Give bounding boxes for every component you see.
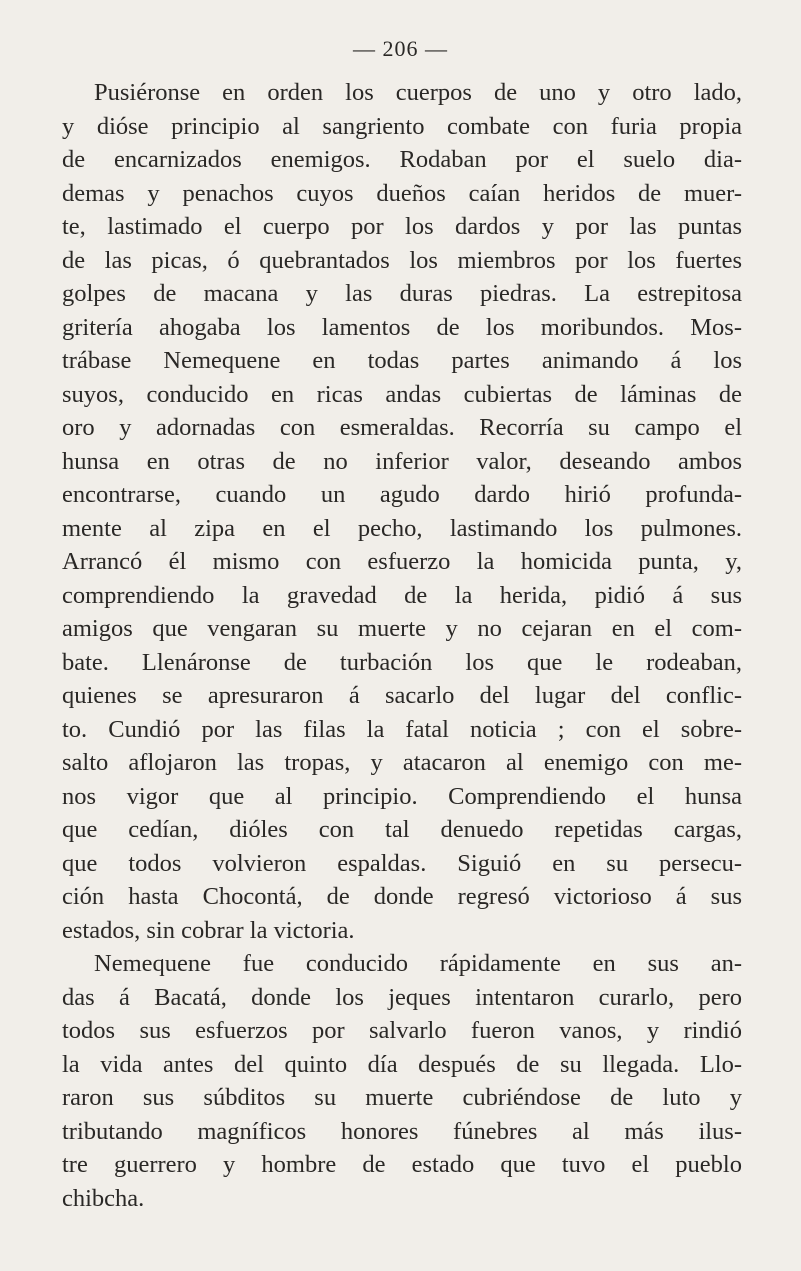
text-line: das á Bacatá, donde los jeques intentaron curarlo, pero <box>62 983 742 1011</box>
text-line: suyos, conducido en ricas andas cubiertas de láminas de <box>62 380 742 408</box>
text-line: que todos volvieron espaldas. Siguió en su persecu- <box>62 849 742 877</box>
text-line: to. Cundió por las filas la fatal noticia ; con el sobre- <box>62 715 742 743</box>
text-line: la vida antes del quinto día después de su llegada. Llo- <box>62 1050 742 1078</box>
page-number: — 206 — <box>353 36 448 61</box>
text-line: bate. Llenáronse de turbación los que le rodeaban, <box>62 648 742 676</box>
text-line: raron sus súbditos su muerte cubriéndose de luto y <box>62 1084 742 1111</box>
text-line: Pusiéronse en orden los cuerpos de uno y otro lado, <box>94 79 742 106</box>
text-line: amigos que vengaran su muerte y no cejaran en el com- <box>62 615 742 642</box>
body-text <box>62 76 742 1215</box>
text-line: quienes se apresuraron á sacarlo del lugar del conflic- <box>62 682 742 709</box>
text-line: gritería ahogaba los lamentos de los moribundos. Mos- <box>62 313 742 341</box>
text-line: tributando magníficos honores fúnebres al más ilus- <box>62 1117 742 1145</box>
text-line: golpes de macana y las duras piedras. La estrepitosa <box>62 280 742 307</box>
text-line: mente al zipa en el pecho, lastimando los pulmones. <box>62 514 742 542</box>
text-line: ción hasta Chocontá, de donde regresó victorioso á sus <box>62 883 742 910</box>
text-line: estados, sin cobrar la victoria. <box>62 916 355 944</box>
text-line: y dióse principio al sangriento combate con furia propia <box>62 112 742 140</box>
text-line: Arrancó él mismo con esfuerzo la homicida punta, y, <box>62 548 742 575</box>
text-line: Nemequene fue conducido rápidamente en sus an- <box>94 950 742 977</box>
text-line: todos sus esfuerzos por salvarlo fueron vanos, y rindió <box>62 1017 742 1044</box>
text-line: comprendiendo la gravedad de la herida, pidió á sus <box>62 581 742 609</box>
text-line: oro y adornadas con esmeraldas. Recorría su campo el <box>62 414 742 441</box>
text-line: trábase Nemequene en todas partes animando á los <box>62 347 742 374</box>
text-line: que cedían, dióles con tal denuedo repetidas cargas, <box>62 816 742 843</box>
text-line: hunsa en otras de no inferior valor, deseando ambos <box>62 447 742 475</box>
text-line: tre guerrero y hombre de estado que tuvo el pueblo <box>62 1151 742 1178</box>
text-line: nos vigor que al principio. Comprendiendo el hunsa <box>62 782 742 810</box>
text-line: te, lastimado el cuerpo por los dardos y por las puntas <box>62 213 742 240</box>
text-line: de las picas, ó quebrantados los miembros por los fuertes <box>62 246 742 274</box>
text-line: encontrarse, cuando un agudo dardo hirió profunda- <box>62 481 742 508</box>
text-line: de encarnizados enemigos. Rodaban por el suelo dia- <box>62 146 742 173</box>
text-line: chibcha. <box>62 1184 145 1212</box>
text-line: demas y penachos cuyos dueños caían heridos de muer- <box>62 179 742 207</box>
text-line: salto aflojaron las tropas, y atacaron al enemigo con me- <box>62 749 742 776</box>
